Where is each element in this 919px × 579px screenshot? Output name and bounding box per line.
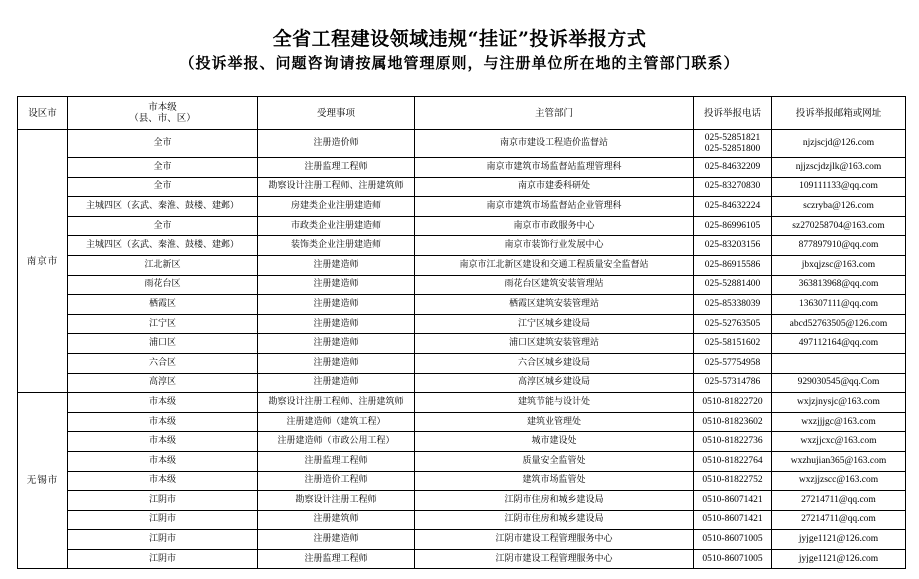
phone-cell: 025-57314786 [694, 373, 772, 393]
email-cell: sczryba@126.com [772, 197, 906, 217]
county-cell: 江宁区 [68, 314, 258, 334]
county-cell: 高淳区 [68, 373, 258, 393]
dept-cell: 建筑市场监管处 [415, 471, 694, 491]
page-subtitle: （投诉举报、问题咨询请按属地管理原则，与注册单位所在地的主管部门联系） [179, 54, 740, 72]
matter-cell: 注册建造师 [258, 353, 415, 373]
county-cell: 全市 [68, 216, 258, 236]
matter-cell: 市政类企业注册建造师 [258, 216, 415, 236]
county-cell: 主城四区（玄武、秦淮、鼓楼、建邺） [68, 236, 258, 256]
email-cell: 877897910@qq.com [772, 236, 906, 256]
dept-cell: 六合区城乡建设局 [415, 353, 694, 373]
phone-cell: 025-85338039 [694, 295, 772, 315]
email-cell: 109111133@qq.com [772, 177, 906, 197]
matter-cell: 注册建造师 [258, 334, 415, 354]
contact-table [17, 96, 906, 569]
dept-cell: 高淳区城乡建设局 [415, 373, 694, 393]
matter-cell: 勘察设计注册工程师、注册建筑师 [258, 393, 415, 413]
header-county-line2: （县、市、区） [129, 113, 196, 124]
email-cell: 929030545@qq.Com [772, 373, 906, 393]
dept-cell: 南京市建委科研处 [415, 177, 694, 197]
county-cell: 市本级 [68, 451, 258, 471]
phone-cell: 0510-86071421 [694, 491, 772, 511]
phone-cell: 025-58151602 [694, 334, 772, 354]
dept-cell: 质量安全监管处 [415, 451, 694, 471]
email-cell: wxzjjzscc@163.com [772, 471, 906, 491]
email-cell: 27214711@qq.com [772, 491, 906, 511]
dept-cell: 江阴市建设工程管理服务中心 [415, 530, 694, 550]
phone-line-2: 025-52851800 [704, 143, 761, 154]
email-cell: njjzscjdzjlk@163.com [772, 158, 906, 178]
matter-cell: 勘察设计注册工程师、注册建筑师 [258, 177, 415, 197]
matter-cell: 注册造价工程师 [258, 471, 415, 491]
county-cell: 全市 [68, 130, 258, 158]
table-row [18, 549, 906, 569]
county-cell: 栖霞区 [68, 295, 258, 315]
table-row [18, 177, 906, 197]
dept-cell: 南京市市政服务中心 [415, 216, 694, 236]
matter-cell: 注册监理工程师 [258, 549, 415, 569]
table-row [18, 530, 906, 550]
matter-cell: 注册监理工程师 [258, 451, 415, 471]
header-city: 设区市 [18, 97, 68, 130]
dept-cell: 南京市装饰行业发展中心 [415, 236, 694, 256]
county-cell: 浦口区 [68, 334, 258, 354]
phone-cell: 025-86915586 [694, 255, 772, 275]
county-cell: 江阴市 [68, 530, 258, 550]
matter-cell: 注册建造师 [258, 275, 415, 295]
dept-cell: 栖霞区建筑安装管理站 [415, 295, 694, 315]
email-cell: jyjge1121@126.com [772, 530, 906, 550]
table-row [18, 353, 906, 373]
county-cell: 六合区 [68, 353, 258, 373]
county-cell: 江阴市 [68, 491, 258, 511]
phone-cell: 0510-81822752 [694, 471, 772, 491]
header-phone: 投诉举报电话 [694, 97, 772, 130]
email-cell: 27214711@qq.com [772, 510, 906, 530]
email-cell [772, 353, 906, 373]
email-cell: wxjzjnysjc@163.com [772, 393, 906, 413]
email-cell: wxzjjcxc@163.com [772, 432, 906, 452]
phone-cell: 0510-86071005 [694, 530, 772, 550]
dept-cell: 南京市江北新区建设和交通工程质量安全监督站 [415, 255, 694, 275]
dept-cell: 江阴市住房和城乡建设局 [415, 491, 694, 511]
dept-cell: 浦口区建筑安装管理站 [415, 334, 694, 354]
table-row [18, 236, 906, 256]
phone-cell: 025-86996105 [694, 216, 772, 236]
email-cell: jbxqjzsc@163.com [772, 255, 906, 275]
matter-cell: 勘察设计注册工程师 [258, 491, 415, 511]
county-cell: 市本级 [68, 432, 258, 452]
dept-cell: 南京市建筑市场监督站监理管理科 [415, 158, 694, 178]
county-cell: 全市 [68, 158, 258, 178]
dept-cell: 江阴市住房和城乡建设局 [415, 510, 694, 530]
email-cell: 136307111@qq.com [772, 295, 906, 315]
header-matter: 受理事项 [258, 97, 415, 130]
phone-cell: 025-83203156 [694, 236, 772, 256]
header-row [18, 97, 906, 130]
county-cell: 江阴市 [68, 510, 258, 530]
dept-cell: 建筑节能与设计处 [415, 393, 694, 413]
phone-cell: 0510-81822764 [694, 451, 772, 471]
table-row [18, 275, 906, 295]
matter-cell: 注册建造师（建筑工程） [258, 412, 415, 432]
matter-cell: 注册监理工程师 [258, 158, 415, 178]
matter-cell: 注册建造师 [258, 314, 415, 334]
county-cell: 主城四区（玄武、秦淮、鼓楼、建邺） [68, 197, 258, 217]
county-cell: 江阴市 [68, 549, 258, 569]
matter-cell: 注册造价师 [258, 130, 415, 158]
dept-cell: 江阴市建设工程管理服务中心 [415, 549, 694, 569]
table-row [18, 471, 906, 491]
phone-line-1: 025-52851821 [704, 132, 761, 143]
phone-cell: 025-52881400 [694, 275, 772, 295]
table-row [18, 451, 906, 471]
table-row [18, 158, 906, 178]
matter-cell: 注册建造师（市政公用工程） [258, 432, 415, 452]
header-email: 投诉举报邮箱或网址 [772, 97, 906, 130]
table-row [18, 412, 906, 432]
table-row [18, 216, 906, 236]
phone-cell: 0510-81822736 [694, 432, 772, 452]
dept-cell: 雨花台区建筑安装管理站 [415, 275, 694, 295]
phone-cell: 0510-86071421 [694, 510, 772, 530]
dept-cell: 城市建设处 [415, 432, 694, 452]
phone-cell [694, 130, 772, 158]
county-cell: 市本级 [68, 471, 258, 491]
header-county [68, 97, 258, 130]
phone-cell: 025-52763505 [694, 314, 772, 334]
email-cell: 363813968@qq.com [772, 275, 906, 295]
city-cell: 南京市 [18, 130, 68, 393]
county-cell: 江北新区 [68, 255, 258, 275]
matter-cell: 装饰类企业注册建造师 [258, 236, 415, 256]
phone-cell: 0510-86071005 [694, 549, 772, 569]
phone-cell: 025-84632209 [694, 158, 772, 178]
phone-cell: 025-57754958 [694, 353, 772, 373]
city-cell: 无锡市 [18, 393, 68, 569]
matter-cell: 注册建筑师 [258, 510, 415, 530]
header-dept: 主管部门 [415, 97, 694, 130]
phone-cell: 025-83270830 [694, 177, 772, 197]
table-row [18, 432, 906, 452]
table-row [18, 334, 906, 354]
header-county-line1: 市本级 [148, 102, 177, 113]
county-cell: 市本级 [68, 393, 258, 413]
table-row [18, 197, 906, 217]
table-row [18, 393, 906, 413]
table-row [18, 295, 906, 315]
email-cell: wxzhujian365@163.com [772, 451, 906, 471]
email-cell: 497112164@qq.com [772, 334, 906, 354]
email-cell: jyjge1121@126.com [772, 549, 906, 569]
email-cell: abcd52763505@126.com [772, 314, 906, 334]
dept-cell: 南京市建设工程造价监督站 [415, 130, 694, 158]
table-row [18, 130, 906, 158]
email-cell: njzjscjd@126.com [772, 130, 906, 158]
dept-cell: 南京市建筑市场监督站企业管理科 [415, 197, 694, 217]
dept-cell: 江宁区城乡建设局 [415, 314, 694, 334]
table-body [18, 130, 906, 569]
matter-cell: 房建类企业注册建造师 [258, 197, 415, 217]
county-cell: 全市 [68, 177, 258, 197]
table-row [18, 510, 906, 530]
email-cell: sz270258704@163.com [772, 216, 906, 236]
email-cell: wxzjjjgc@163.com [772, 412, 906, 432]
dept-cell: 建筑业管理处 [415, 412, 694, 432]
phone-cell: 0510-81823602 [694, 412, 772, 432]
phone-cell: 025-84632224 [694, 197, 772, 217]
table-row [18, 314, 906, 334]
county-cell: 市本级 [68, 412, 258, 432]
matter-cell: 注册建造师 [258, 530, 415, 550]
matter-cell: 注册建造师 [258, 295, 415, 315]
page-title: 全省工程建设领域违规“挂证”投诉举报方式 [272, 28, 647, 50]
table-row [18, 255, 906, 275]
matter-cell: 注册建造师 [258, 255, 415, 275]
phone-cell: 0510-81822720 [694, 393, 772, 413]
table-row [18, 491, 906, 511]
table-row [18, 373, 906, 393]
matter-cell: 注册建造师 [258, 373, 415, 393]
county-cell: 雨花台区 [68, 275, 258, 295]
